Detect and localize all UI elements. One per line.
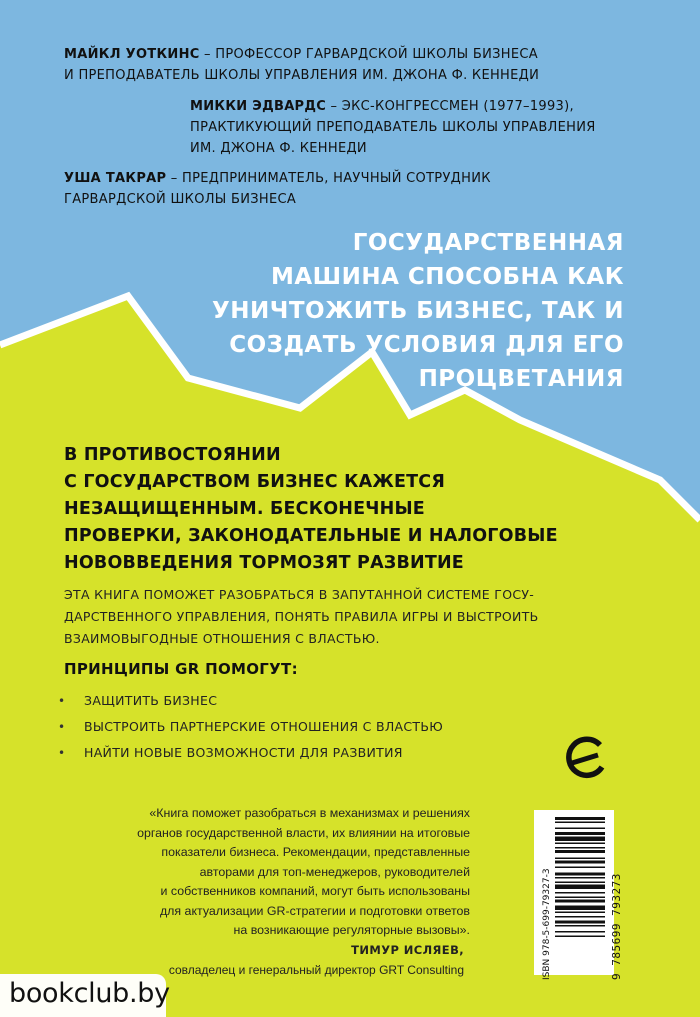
- principles-list: [58, 688, 443, 766]
- quote-line: на возникающие регуляторные вызовы».: [233, 923, 470, 937]
- lead-line: НЕЗАЩИЩЕННЫМ. БЕСКОНЕЧНЫЕ: [64, 499, 425, 519]
- barcode-bar: [555, 837, 605, 842]
- author-2-line2: ПРАКТИКУЮЩИЙ ПРЕПОДАВАТЕЛЬ ШКОЛЫ УПРАВЛЕНИЯ: [190, 120, 596, 135]
- barcode-bar: [555, 828, 605, 830]
- author-1-name: МАЙКЛ УОТКИНС: [64, 47, 200, 62]
- barcode-bar: [555, 850, 605, 853]
- barcode-bar: [555, 912, 605, 914]
- barcode-bar: [555, 897, 605, 899]
- list-item: [58, 714, 443, 740]
- barcode-bar: [555, 822, 605, 824]
- quote-line: «Книга поможет разобраться в механизмах и решениях: [149, 806, 470, 820]
- barcode-bar: [555, 916, 605, 918]
- headline-line: МАШИНА СПОСОБНА КАК: [270, 264, 624, 290]
- barcode-bar: [555, 921, 605, 924]
- author-2-line1: – ЭКС-КОНГРЕССМЕН (1977–1993),: [326, 99, 574, 114]
- author-3-line2: ГАРВАРДСКОЙ ШКОЛЫ БИЗНЕСА: [64, 192, 297, 207]
- author-1-bio: [64, 44, 539, 86]
- headline-line: УНИЧТОЖИТЬ БИЗНЕС, ТАК И: [212, 298, 624, 324]
- barcode: [555, 815, 605, 975]
- list-item: [58, 740, 443, 766]
- testimonial-quote: [70, 804, 470, 941]
- principle-text: ВЫСТРОИТЬ ПАРТНЕРСКИЕ ОТНОШЕНИЯ С ВЛАСТЬЮ: [84, 719, 444, 734]
- author-3-name: УША ТАКРАР: [64, 171, 167, 186]
- description-line: ЭТА КНИГА ПОМОЖЕТ РАЗОБРАТЬСЯ В ЗАПУТАННОЙ СИСТЕМЕ ГОСУ-: [64, 587, 535, 602]
- author-1-line2: И ПРЕПОДАВАТЕЛЬ ШКОЛЫ УПРАВЛЕНИЯ ИМ. ДЖОНА Ф. КЕННЕДИ: [64, 68, 540, 83]
- barcode-bar: [555, 867, 605, 869]
- author-3-line1: – ПРЕДПРИНИМАТЕЛЬ, НАУЧНЫЙ СОТРУДНИК: [166, 171, 491, 186]
- headline: [164, 226, 624, 396]
- barcode-bar: [555, 906, 605, 911]
- headline-line: ГОСУДАРСТВЕННАЯ: [352, 230, 624, 256]
- description-line: ДАРСТВЕННОГО УПРАВЛЕНИЯ, ПОНЯТЬ ПРАВИЛА ИГРЫ И ВЫСТРОИТЬ: [64, 609, 539, 624]
- bullet-icon: •: [58, 720, 66, 734]
- barcode-bar: [555, 847, 605, 849]
- barcode-bar: [555, 882, 605, 884]
- author-3-bio: [64, 168, 491, 210]
- barcode-bar: [555, 925, 605, 927]
- isbn-text: ISBN 978-5-699-79327-3: [542, 868, 552, 980]
- author-2-bio: [190, 96, 596, 159]
- barcode-bar: [555, 858, 605, 860]
- author-2-line3: ИМ. ДЖОНА Ф. КЕННЕДИ: [190, 141, 367, 156]
- ean-number: 9 785699 793273: [610, 873, 623, 980]
- author-1-line1: – ПРОФЕССОР ГАРВАРДСКОЙ ШКОЛЫ БИЗНЕСА: [199, 47, 538, 62]
- barcode-bar: [555, 900, 605, 903]
- author-2-name: МИККИ ЭДВАРДС: [190, 99, 327, 114]
- barcode-bar: [555, 931, 605, 933]
- description-line: ВЗАИМОВЫГОДНЫЕ ОТНОШЕНИЯ С ВЛАСТЬЮ.: [64, 631, 380, 646]
- list-item: [58, 688, 443, 714]
- quote-author: ТИМУР ИСЛЯЕВ,: [351, 943, 464, 957]
- headline-line: СОЗДАТЬ УСЛОВИЯ ДЛЯ ЕГО: [229, 332, 624, 358]
- watermark-text: bookclub.by: [9, 978, 170, 1009]
- principle-text: ЗАЩИТИТЬ БИЗНЕС: [84, 693, 218, 708]
- lead-line: С ГОСУДАРСТВОМ БИЗНЕС КАЖЕТСЯ: [64, 472, 445, 492]
- barcode-bar: [555, 817, 605, 820]
- eksmo-logo-icon: [560, 733, 610, 783]
- barcode-bar: [555, 861, 605, 864]
- bullet-icon: •: [58, 694, 66, 708]
- bullet-icon: •: [58, 746, 66, 760]
- lead-line: ПРОВЕРКИ, ЗАКОНОДАТЕЛЬНЫЕ И НАЛОГОВЫЕ: [64, 526, 558, 546]
- description-paragraph: [64, 584, 654, 650]
- barcode-bar: [555, 892, 605, 894]
- barcode-bar: [555, 877, 605, 879]
- quote-line: авторами для топ-менеджеров, руководителей: [199, 864, 470, 879]
- quote-line: и собственников компаний, могут быть использованы: [160, 884, 470, 898]
- principle-text: НАЙТИ НОВЫЕ ВОЗМОЖНОСТИ ДЛЯ РАЗВИТИЯ: [84, 745, 403, 760]
- barcode-bar: [555, 873, 605, 876]
- quote-line: органов государственной власти, их влиянии на итоговые: [137, 825, 470, 840]
- lead-line: В ПРОТИВОСТОЯНИИ: [64, 445, 281, 465]
- lead-line: НОВОВВЕДЕНИЯ ТОРМОЗЯТ РАЗВИТИЕ: [64, 553, 464, 573]
- barcode-bar: [555, 832, 605, 835]
- principles-title: ПРИНЦИПЫ GR ПОМОГУТ:: [64, 660, 298, 678]
- quote-author-role: совладелец и генеральный директор GRT Consulting: [168, 963, 464, 977]
- lead-paragraph: [64, 442, 584, 577]
- barcode-bar: [555, 843, 605, 845]
- headline-line: ПРОЦВЕТАНИЯ: [418, 366, 624, 392]
- barcode-bar: [555, 936, 605, 938]
- quote-line: показатели бизнеса. Рекомендации, представленные: [161, 845, 470, 859]
- barcode-bar: [555, 885, 605, 890]
- quote-line: для актуализации GR-стратегии и подготовки ответов: [159, 903, 470, 918]
- watermark-badge: [0, 974, 170, 1017]
